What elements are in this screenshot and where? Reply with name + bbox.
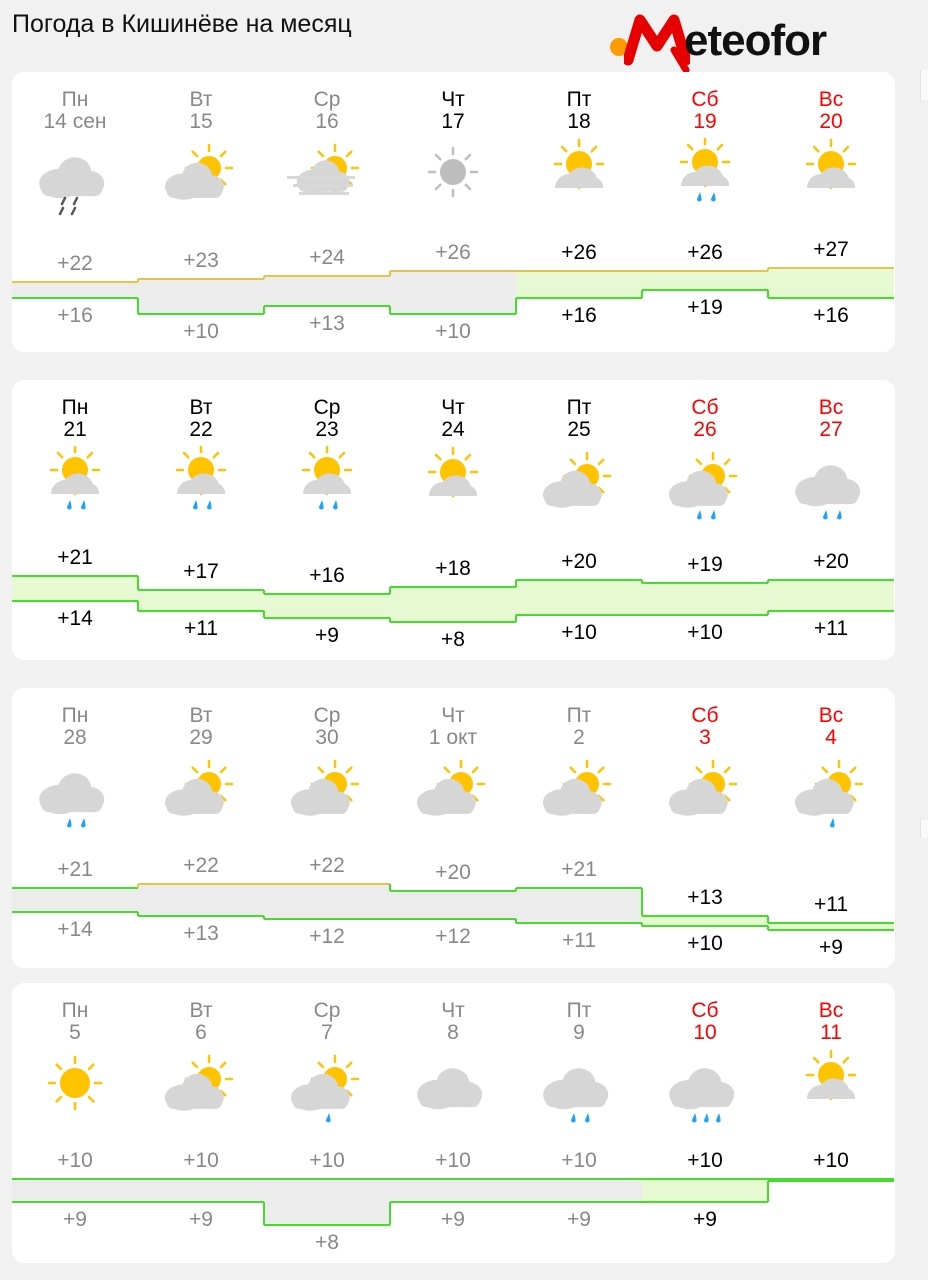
max-temperature: +19 [687, 553, 723, 577]
max-temperature: +27 [813, 238, 849, 261]
day-date: 15 [189, 110, 213, 133]
sun-cloud-icon [791, 138, 871, 222]
min-temperature: +9 [819, 936, 843, 959]
max-temperature: +22 [57, 251, 93, 275]
day-date: 1 окт [428, 726, 478, 749]
day-cell[interactable] [516, 688, 642, 968]
min-temperature: +14 [57, 918, 93, 942]
min-temperature: +10 [687, 932, 723, 956]
max-temperature: +21 [57, 546, 93, 569]
min-temperature: +14 [57, 606, 93, 630]
day-cell[interactable] [390, 688, 516, 968]
day-of-week: Пн [61, 999, 89, 1022]
max-temperature: +17 [183, 560, 219, 584]
sun-gray-icon [413, 138, 493, 222]
min-temperature: +10 [687, 620, 723, 644]
day-cell[interactable] [264, 983, 390, 1263]
min-temperature: +9 [693, 1208, 717, 1231]
min-temperature: +11 [183, 617, 219, 641]
day-cell[interactable] [138, 380, 264, 660]
max-temperature: +20 [561, 549, 597, 573]
min-temperature: +9 [441, 1208, 465, 1231]
min-temperature: +10 [183, 320, 219, 343]
day-of-week: Чт [441, 999, 465, 1022]
meteofor-logo[interactable] [610, 10, 910, 70]
page-header [0, 0, 928, 70]
min-temperature: +10 [561, 620, 597, 644]
max-temperature: +20 [813, 549, 849, 573]
scrollbar-fragment [920, 70, 928, 100]
day-cell[interactable] [768, 72, 894, 352]
fog-sun-icon [287, 138, 367, 222]
max-temperature: +22 [183, 854, 219, 877]
day-date: 23 [315, 418, 339, 441]
min-temperature: +11 [813, 617, 849, 641]
max-temperature: +10 [561, 1149, 597, 1172]
day-of-week: Пн [61, 704, 89, 727]
day-date: 11 [820, 1021, 842, 1044]
sun-cloud-rain-icon [665, 138, 745, 222]
scrollbar-fragment [920, 820, 928, 838]
day-date: 28 [63, 726, 87, 749]
day-date: 5 [69, 1021, 81, 1044]
day-date: 26 [693, 418, 717, 441]
min-temperature: +9 [189, 1208, 213, 1231]
day-of-week: Чт [441, 704, 465, 727]
day-of-week: Сб [691, 999, 719, 1022]
max-temperature: +18 [435, 556, 471, 580]
day-of-week: Ср [313, 396, 341, 419]
day-cell[interactable] [138, 688, 264, 968]
day-date: 29 [189, 726, 213, 749]
day-cell[interactable] [390, 983, 516, 1263]
min-temperature: +16 [813, 303, 849, 327]
day-cell[interactable] [12, 983, 138, 1263]
day-date: 30 [315, 726, 339, 749]
partly-cloudy-icon [287, 754, 367, 838]
day-cell[interactable] [138, 72, 264, 352]
day-of-week: Вт [189, 88, 213, 111]
max-temperature: +13 [687, 885, 723, 909]
day-date: 27 [819, 418, 843, 441]
max-temperature: +23 [183, 248, 219, 272]
min-temperature: +11 [561, 928, 597, 952]
min-temperature: +16 [57, 303, 93, 327]
day-date: 8 [447, 1021, 459, 1044]
day-date: 22 [189, 418, 213, 441]
cloud-rain-2-icon [35, 138, 115, 222]
partly-cloudy-icon [161, 1049, 241, 1133]
day-of-week: Пн [61, 88, 89, 111]
day-of-week: Пт [566, 704, 592, 727]
min-temperature: +12 [309, 925, 345, 949]
day-of-week: Сб [691, 704, 719, 727]
min-temperature: +9 [63, 1208, 87, 1231]
min-temperature: +9 [567, 1208, 591, 1231]
day-of-week: Пт [566, 396, 592, 419]
day-of-week: Вс [818, 396, 844, 419]
max-temperature: +24 [309, 246, 345, 270]
max-temperature: +10 [183, 1149, 219, 1172]
partly-cloudy-icon [539, 446, 619, 530]
day-date: 3 [699, 726, 711, 749]
day-date: 2 [573, 726, 585, 749]
day-cell[interactable] [642, 72, 768, 352]
min-temperature: +16 [561, 303, 597, 327]
logo-wordmark: eteofor [684, 16, 827, 65]
max-temperature: +21 [57, 857, 93, 881]
sun-cloud-icon [539, 138, 619, 222]
max-temperature: +21 [561, 857, 597, 881]
max-temperature: +26 [435, 240, 471, 264]
day-date: 24 [441, 418, 465, 441]
partly-cloudy-icon [413, 754, 493, 838]
day-cell[interactable] [642, 380, 768, 660]
week-card [12, 688, 895, 968]
logo-m-mark [624, 10, 690, 72]
day-of-week: Пн [61, 396, 89, 419]
cloud-rain-3-icon [665, 1049, 745, 1133]
max-temperature: +10 [435, 1149, 471, 1172]
week-card [12, 380, 895, 660]
day-date: 4 [825, 726, 837, 749]
day-cell[interactable] [516, 72, 642, 352]
day-of-week: Вт [189, 704, 213, 727]
max-temperature: +10 [309, 1149, 345, 1172]
day-of-week: Чт [441, 88, 465, 111]
min-temperature: +9 [315, 624, 339, 648]
max-temperature: +10 [813, 1149, 849, 1172]
page-title: Погода в Кишинёве на месяц [12, 10, 352, 38]
cloud-rain-icon [791, 446, 871, 530]
day-date: 25 [567, 418, 591, 441]
day-of-week: Вт [189, 396, 213, 419]
partly-cloudy-icon [161, 138, 241, 222]
max-temperature: +26 [687, 240, 723, 264]
day-cell[interactable] [264, 688, 390, 968]
day-date: 20 [819, 110, 843, 133]
day-date: 6 [195, 1021, 207, 1044]
day-of-week: Сб [691, 88, 719, 111]
sun-cloud-rain-icon [161, 446, 241, 530]
day-date: 9 [573, 1021, 585, 1044]
cloud-rain-icon [35, 754, 115, 838]
day-of-week: Ср [313, 88, 341, 111]
day-cell[interactable] [516, 380, 642, 660]
day-date: 18 [567, 110, 591, 133]
cloud-rain-icon [539, 1049, 619, 1133]
day-of-week: Чт [441, 396, 465, 419]
day-of-week: Вс [818, 999, 844, 1022]
day-cell[interactable] [12, 380, 138, 660]
min-temperature: +10 [435, 320, 471, 343]
max-temperature: +10 [57, 1149, 93, 1172]
max-temperature: +16 [309, 563, 345, 587]
week-card [12, 983, 895, 1263]
max-temperature: +20 [435, 861, 471, 885]
day-of-week: Вс [818, 88, 844, 111]
day-cell[interactable] [642, 983, 768, 1263]
day-cell[interactable] [390, 72, 516, 352]
sun-cloud-icon [791, 1049, 871, 1133]
min-temperature: +19 [687, 295, 723, 319]
max-temperature: +26 [561, 240, 597, 264]
day-cell[interactable] [768, 380, 894, 660]
partly-cloudy-rain-1-icon [287, 1049, 367, 1133]
partly-cloudy-icon [161, 754, 241, 838]
min-temperature: +13 [183, 921, 219, 945]
day-of-week: Пт [566, 88, 592, 111]
sun-cloud-icon [413, 446, 493, 530]
min-temperature: +8 [315, 1231, 339, 1254]
day-cell[interactable] [642, 688, 768, 968]
partly-cloudy-rain-1-icon [791, 754, 871, 838]
day-of-week: Сб [691, 396, 719, 419]
day-of-week: Вс [818, 704, 844, 727]
day-cell[interactable] [516, 983, 642, 1263]
day-of-week: Пт [566, 999, 592, 1022]
min-temperature: +13 [309, 311, 345, 335]
day-date: 16 [315, 110, 339, 133]
sun-icon [35, 1049, 115, 1133]
day-cell[interactable] [390, 380, 516, 660]
partly-cloudy-rain-icon [665, 446, 745, 530]
sun-cloud-rain-icon [35, 446, 115, 530]
day-cell[interactable] [264, 72, 390, 352]
week-card [12, 72, 895, 352]
day-cell[interactable] [12, 688, 138, 968]
day-date: 19 [693, 110, 717, 133]
day-cell[interactable] [768, 983, 894, 1263]
cloud-icon [413, 1049, 493, 1133]
partly-cloudy-icon [539, 754, 619, 838]
max-temperature: +11 [813, 892, 849, 916]
day-date: 17 [441, 110, 465, 133]
day-of-week: Ср [313, 999, 341, 1022]
day-date: 10 [693, 1021, 717, 1044]
day-date: 14 сен [43, 110, 107, 133]
day-cell[interactable] [138, 983, 264, 1263]
day-cell[interactable] [12, 72, 138, 352]
max-temperature: +10 [687, 1149, 723, 1172]
partly-cloudy-icon [665, 754, 745, 838]
day-date: 7 [321, 1021, 333, 1044]
max-temperature: +22 [309, 854, 345, 877]
min-temperature: +12 [435, 925, 471, 949]
day-date: 21 [63, 418, 87, 441]
day-cell[interactable] [264, 380, 390, 660]
day-of-week: Ср [313, 704, 341, 727]
day-cell[interactable] [768, 688, 894, 968]
day-of-week: Вт [189, 999, 213, 1022]
min-temperature: +8 [441, 628, 465, 651]
sun-cloud-rain-icon [287, 446, 367, 530]
